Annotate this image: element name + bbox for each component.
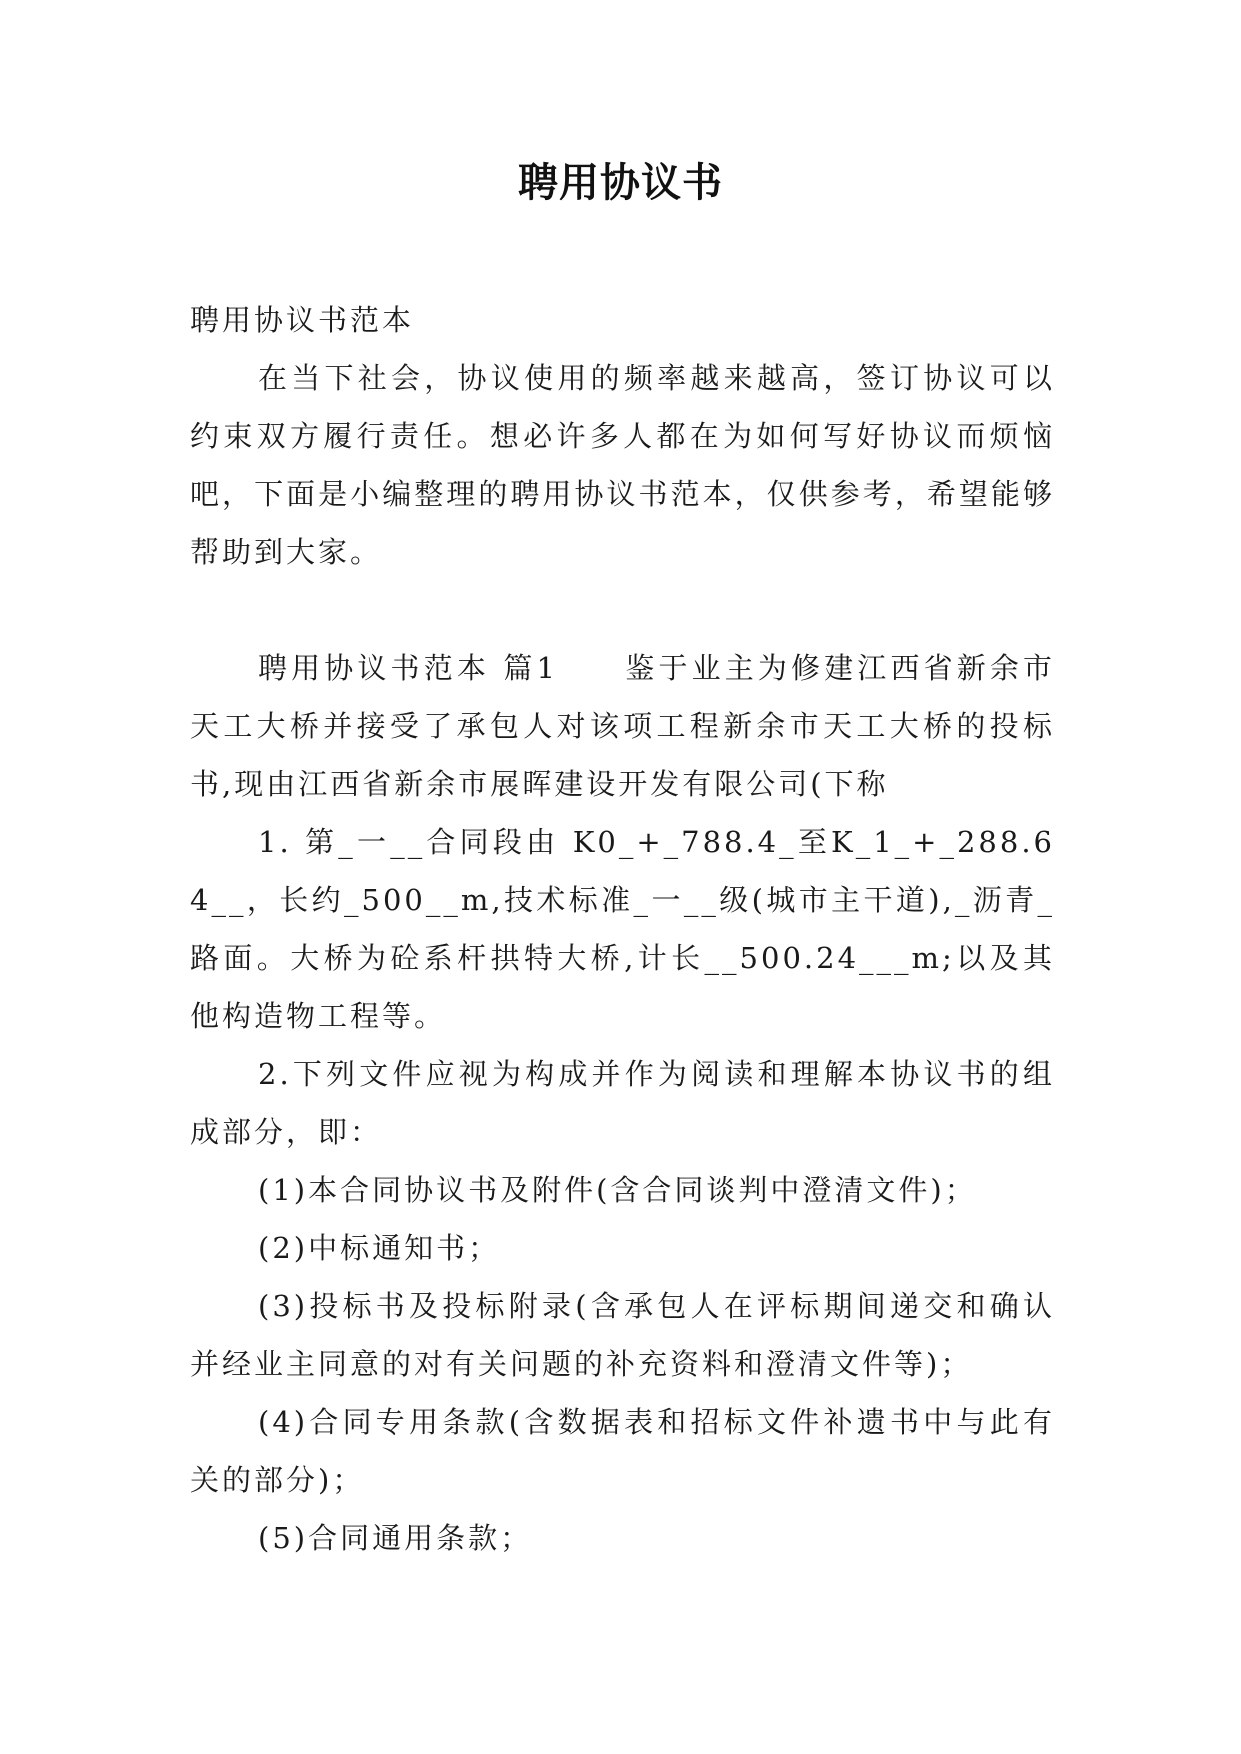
paragraph-item-5: (5)合同通用条款； — [258, 1521, 533, 1555]
document-body — [190, 291, 1055, 1567]
paragraph-clause-1: 1. 第_一__合同段由 K0_+_788.4_至K_1_+_288.64__，长约_500__m,技术标准_一__级(城市主干道),_沥青_路面。大桥为砼系杆拱特大桥,计长__500.24___m;以及其他构造物工程等。 — [190, 825, 1055, 1033]
paragraph-item-2: (2)中标通知书； — [258, 1231, 501, 1265]
paragraph-spacer — [190, 581, 1055, 639]
paragraph-intro: 在当下社会，协议使用的频率越来越高，签订协议可以约束双方履行责任。想必许多人都在为如何写好协议而烦恼吧，下面是小编整理的聘用协议书范本，仅供参考，希望能够帮助到大家。 — [190, 361, 1055, 569]
document-title: 聘用协议书 — [518, 160, 723, 206]
paragraph-item-4: (4)合同专用条款(含数据表和招标文件补遗书中与此有关的部分)； — [190, 1405, 1055, 1497]
paragraph-clause-2: 2.下列文件应视为构成并作为阅读和理解本协议书的组成部分，即： — [190, 1057, 1055, 1149]
paragraph-section-1: 聘用协议书范本 篇1 鉴于业主为修建江西省新余市天工大桥并接受了承包人对该项工程新余市天工大桥的投标书,现由江西省新余市展晖建设开发有限公司(下称 — [190, 651, 1055, 801]
paragraph-item-1: (1)本合同协议书及附件(含合同谈判中澄清文件)； — [258, 1173, 977, 1207]
paragraph-subtitle: 聘用协议书范本 — [190, 303, 415, 337]
paragraph-item-3: (3)投标书及投标附录(含承包人在评标期间递交和确认并经业主同意的对有关问题的补充资料和澄清文件等)； — [190, 1289, 1055, 1381]
